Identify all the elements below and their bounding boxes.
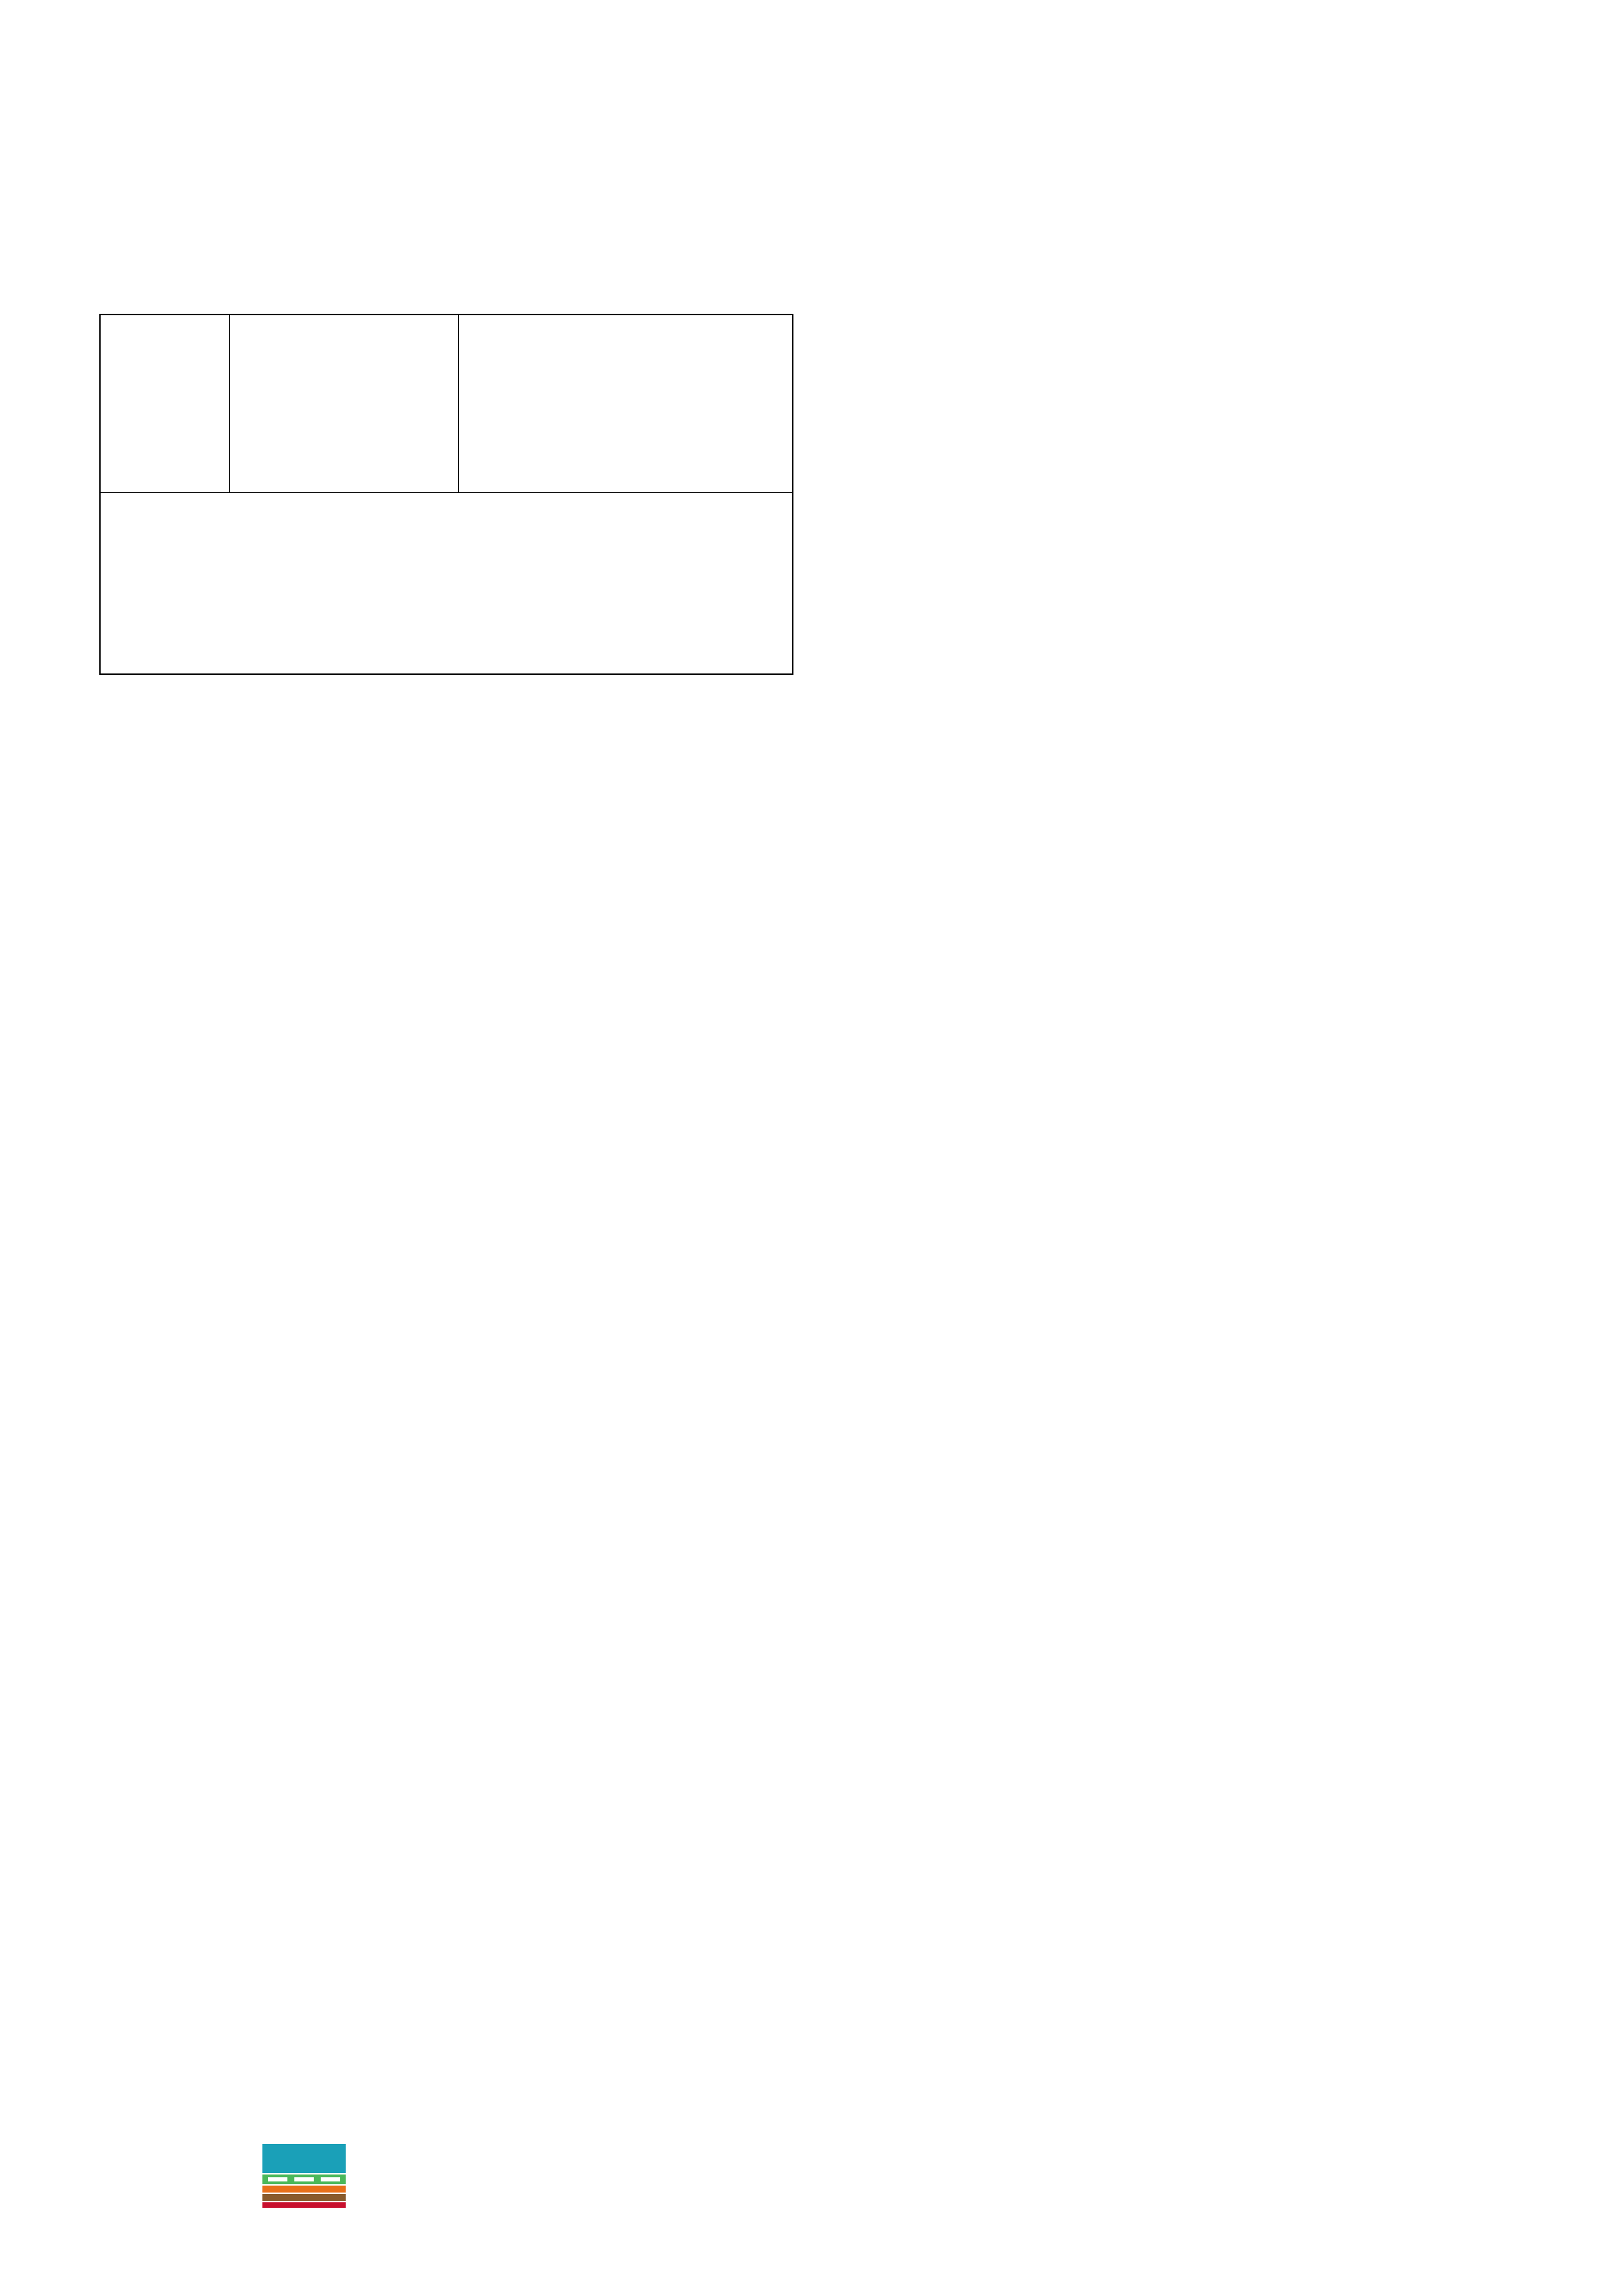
photo-placeholder-2 bbox=[458, 315, 793, 492]
env-description bbox=[101, 492, 458, 675]
photo-placeholder-1 bbox=[229, 315, 458, 492]
legend-panel bbox=[101, 315, 229, 492]
legend-card-header bbox=[101, 278, 795, 305]
company-logo bbox=[262, 2144, 346, 2227]
legend-card bbox=[99, 314, 793, 675]
